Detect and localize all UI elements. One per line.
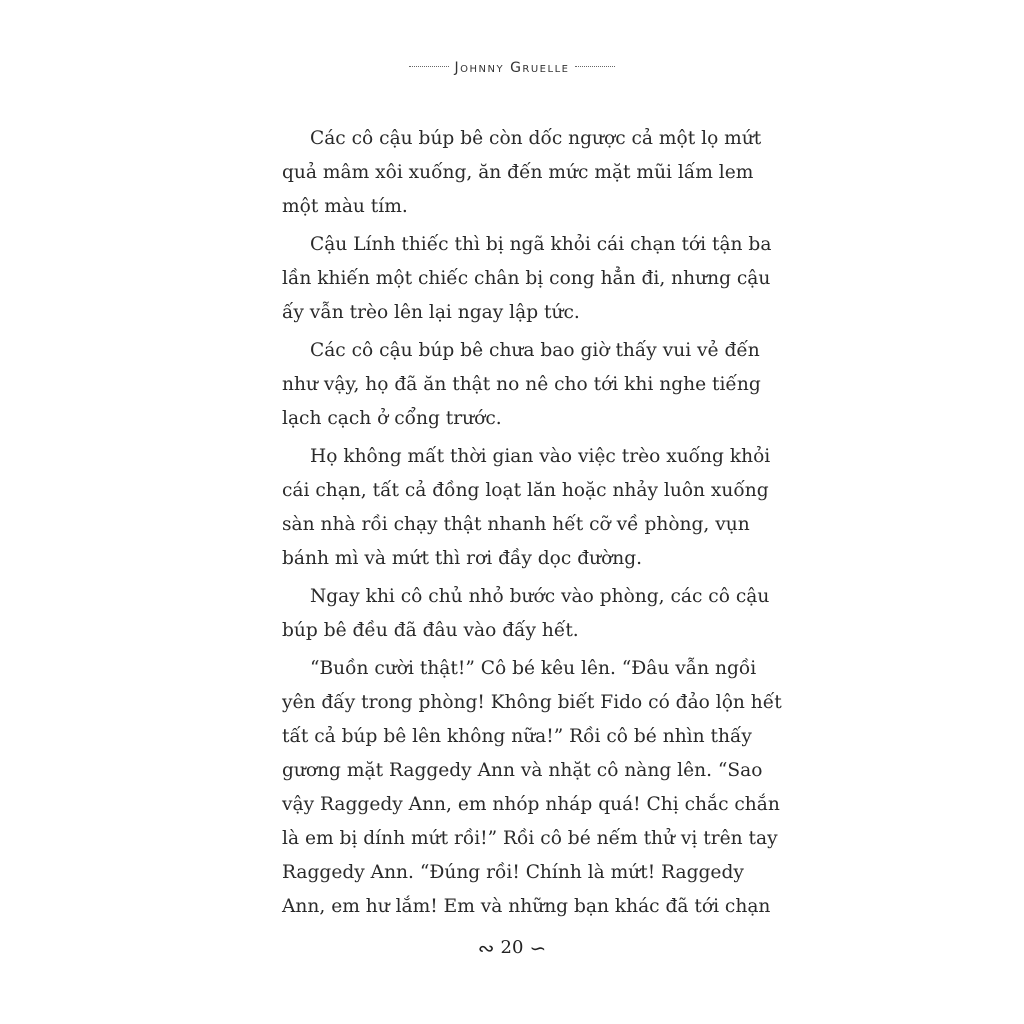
paragraph <box>282 334 761 436</box>
text-line: Các cô cậu búp bê còn dốc ngược cả một lọ mứt <box>310 128 762 149</box>
text-line: ấy vẫn trèo lên lại ngay lập tức. <box>282 302 580 323</box>
paragraph <box>282 440 771 576</box>
text-line: lạch cạch ở cổng trước. <box>282 408 502 429</box>
text-line: Raggedy Ann. “Đúng rồi! Chính là mứt! Raggedy <box>282 862 744 883</box>
ornament-right-icon: ∽ <box>529 936 547 960</box>
text-line: quả mâm xôi xuống, ăn đến mức mặt mũi lấm lem <box>282 162 754 183</box>
text-line: là em bị dính mứt rồi!” Rồi cô bé nếm thử vị trên tay <box>282 828 778 849</box>
page-number: 20 <box>500 937 524 958</box>
text-line: cái chạn, tất cả đồng loạt lăn hoặc nhảy luôn xuống <box>282 480 769 501</box>
text-line: gương mặt Raggedy Ann và nhặt cô nàng lên. “Sao <box>282 760 763 781</box>
text-line: sàn nhà rồi chạy thật nhanh hết cỡ về phòng, vụn <box>282 514 750 535</box>
header-author: Johnny Gruelle <box>454 60 570 76</box>
text-line: tất cả búp bê lên không nữa!” Rồi cô bé nhìn thấy <box>282 726 752 747</box>
text-line: Ann, em hư lắm! Em và những bạn khác đã tới chạn <box>282 896 771 917</box>
text-line: Cậu Lính thiếc thì bị ngã khỏi cái chạn tới tận ba <box>310 234 772 255</box>
text-line: Các cô cậu búp bê chưa bao giờ thấy vui vẻ đến <box>310 340 760 361</box>
page-footer <box>0 936 1024 960</box>
text-line: lần khiến một chiếc chân bị cong hẳn đi, nhưng cậu <box>282 268 771 289</box>
text-line: búp bê đều đã đâu vào đấy hết. <box>282 620 579 641</box>
paragraph <box>282 122 762 224</box>
text-line: “Buồn cười thật!” Cô bé kêu lên. “Đâu vẫn ngồi <box>310 658 757 679</box>
text-line: vậy Raggedy Ann, em nhóp nháp quá! Chị chắc chắn <box>282 794 780 815</box>
paragraph <box>282 652 782 924</box>
body-text <box>282 122 782 928</box>
header-dotted-rule-left <box>409 66 449 67</box>
text-line: yên đấy trong phòng! Không biết Fido có đảo lộn hết <box>282 692 782 713</box>
ornament-left-icon: ∾ <box>477 936 495 960</box>
header-dotted-rule-right <box>575 66 615 67</box>
text-line: một màu tím. <box>282 196 408 217</box>
text-line: Họ không mất thời gian vào việc trèo xuống khỏi <box>310 446 771 467</box>
paragraph <box>282 228 772 330</box>
text-line: như vậy, họ đã ăn thật no nê cho tới khi nghe tiếng <box>282 374 761 395</box>
running-header <box>0 60 1024 76</box>
text-line: bánh mì và mứt thì rơi đầy dọc đường. <box>282 548 643 569</box>
paragraph <box>282 580 770 648</box>
text-line: Ngay khi cô chủ nhỏ bước vào phòng, các cô cậu <box>310 586 770 607</box>
